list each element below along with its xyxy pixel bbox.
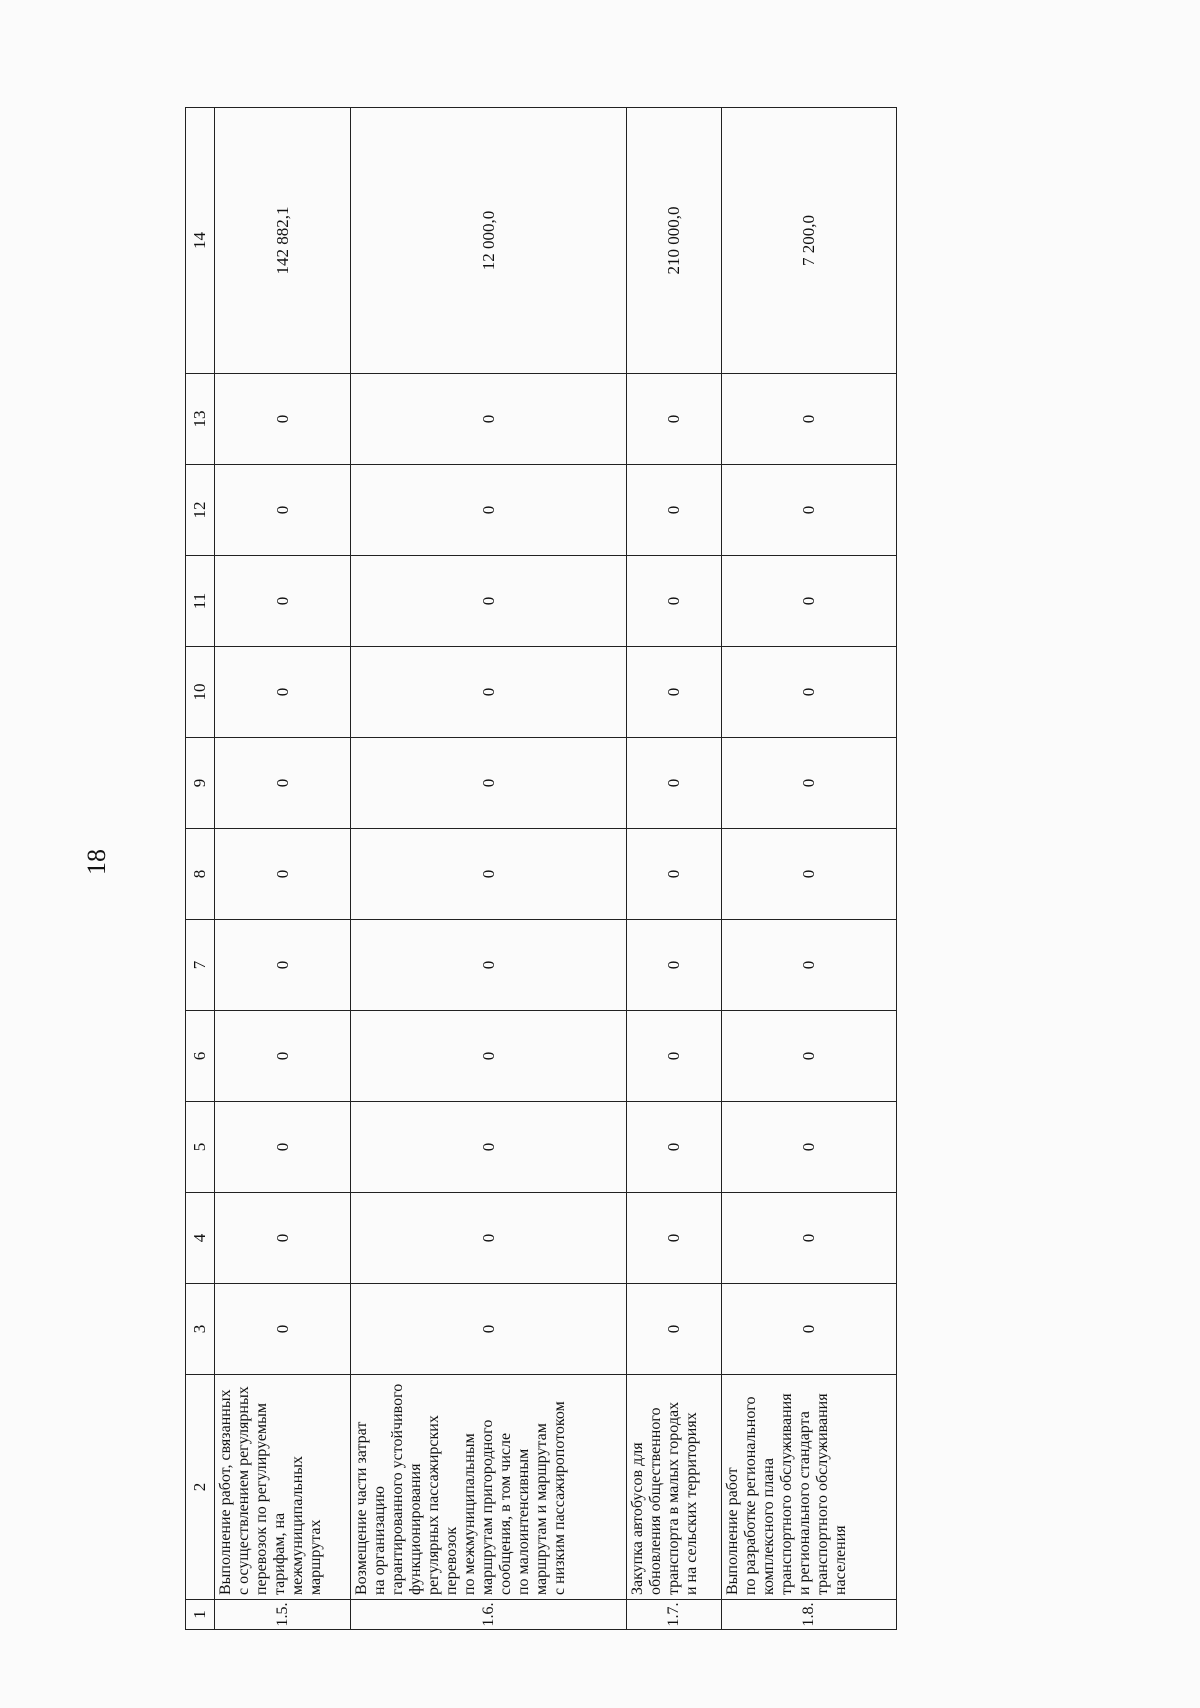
table-cell: 0 [627, 829, 722, 920]
row-number: 1.7. [627, 1600, 722, 1630]
row-name-line: населения [832, 1525, 849, 1595]
table-cell: 0 [215, 738, 351, 829]
table-cell: 0 [351, 1193, 627, 1284]
row-name-line: транспортного обслуживания [814, 1393, 831, 1595]
column-header: 1 [186, 1600, 215, 1630]
column-header: 10 [186, 647, 215, 738]
table-cell: 0 [627, 1193, 722, 1284]
table-cell: 0 [627, 1011, 722, 1102]
table-row [351, 108, 627, 1630]
table-cell: 0 [722, 1284, 897, 1375]
table-cell: 0 [215, 647, 351, 738]
table-cell: 0 [351, 1102, 627, 1193]
table-cell: 0 [627, 920, 722, 1011]
table-cell: 0 [351, 465, 627, 556]
row-name-line: Выполнение работ [724, 1467, 741, 1595]
table-cell: 0 [351, 920, 627, 1011]
column-header: 7 [186, 920, 215, 1011]
row-name-line: транспорта в малых городах [665, 1401, 682, 1595]
table-cell: 0 [351, 829, 627, 920]
row-name-line: транспортного обслуживания [778, 1393, 795, 1595]
table-cell: 0 [215, 1011, 351, 1102]
table-cell: 0 [351, 1011, 627, 1102]
table-cell: 0 [627, 374, 722, 465]
table-cell: 0 [351, 738, 627, 829]
row-name-line: с осуществлением регулярных [235, 1386, 252, 1595]
table-cell: 0 [215, 465, 351, 556]
table-cell: 0 [215, 1193, 351, 1284]
column-header: 14 [186, 108, 215, 374]
table-row [722, 108, 897, 1630]
column-header: 11 [186, 556, 215, 647]
table-cell: 0 [351, 1284, 627, 1375]
table-cell: 0 [627, 738, 722, 829]
total-cell: 142 882,1 [215, 108, 351, 374]
row-name-line: перевозок по регулируемым [253, 1403, 270, 1595]
table-cell: 0 [215, 829, 351, 920]
table-cell: 0 [722, 920, 897, 1011]
table-cell: 0 [627, 1284, 722, 1375]
row-number: 1.5. [215, 1600, 351, 1630]
row-name [722, 1375, 897, 1600]
table-cell: 0 [215, 920, 351, 1011]
row-name-line: тарифам, на [271, 1512, 288, 1595]
table-cell: 0 [215, 1284, 351, 1375]
column-header: 5 [186, 1102, 215, 1193]
row-number: 1.8. [722, 1600, 897, 1630]
column-header: 9 [186, 738, 215, 829]
row-name [215, 1375, 351, 1600]
table-cell: 0 [627, 556, 722, 647]
row-name-line: гарантированного устойчивого [389, 1383, 406, 1595]
total-cell: 12 000,0 [351, 108, 627, 374]
column-header: 4 [186, 1193, 215, 1284]
table-cell: 0 [627, 465, 722, 556]
row-name-line: и на сельских территориях [683, 1412, 700, 1595]
table-cell: 0 [722, 1102, 897, 1193]
table-cell: 0 [351, 556, 627, 647]
budget-table [185, 107, 897, 1630]
table-cell: 0 [627, 647, 722, 738]
row-name-line: и регионального стандарта [796, 1411, 813, 1595]
row-name-line: регулярных пассажирских [425, 1415, 442, 1595]
table-cell: 0 [351, 374, 627, 465]
row-name-line: межмуниципальных [289, 1455, 306, 1595]
row-name-line: маршрутам и маршрутам [533, 1423, 550, 1595]
row-name-line: маршрутах [307, 1519, 324, 1595]
table-cell: 0 [722, 556, 897, 647]
row-name-line: комплексного плана [760, 1458, 777, 1595]
table-container [185, 118, 895, 1630]
total-cell: 210 000,0 [627, 108, 722, 374]
column-header: 13 [186, 374, 215, 465]
row-name-line: по разработке регионального [742, 1396, 759, 1595]
table-cell: 0 [722, 647, 897, 738]
row-name [351, 1375, 627, 1600]
row-name-line: перевозок [443, 1526, 460, 1595]
row-name-line: Закупка автобусов для [629, 1442, 646, 1595]
row-name-line: на организацию [371, 1486, 388, 1595]
table-row [627, 108, 722, 1630]
row-name-line: Выполнение работ, связанных [217, 1389, 234, 1595]
row-name-line: обновления общественного [647, 1407, 664, 1595]
table-cell: 0 [215, 556, 351, 647]
table-cell: 0 [627, 1102, 722, 1193]
header-row [186, 108, 215, 1630]
row-name-line: с низким пассажиропотоком [551, 1401, 568, 1595]
column-header: 12 [186, 465, 215, 556]
page-number: 18 [82, 849, 111, 875]
table-cell: 0 [722, 1193, 897, 1284]
table-cell: 0 [722, 829, 897, 920]
total-cell: 7 200,0 [722, 108, 897, 374]
table-cell: 0 [722, 465, 897, 556]
row-name [627, 1375, 722, 1600]
column-header: 8 [186, 829, 215, 920]
table-cell: 0 [351, 647, 627, 738]
column-header: 6 [186, 1011, 215, 1102]
table-cell: 0 [722, 738, 897, 829]
column-header: 2 [186, 1375, 215, 1600]
column-header: 3 [186, 1284, 215, 1375]
table-cell: 0 [722, 1011, 897, 1102]
table-row [215, 108, 351, 1630]
row-name-line: маршрутам пригородного [479, 1419, 496, 1595]
row-name-line: Возмещение части затрат [353, 1421, 370, 1595]
table-cell: 0 [215, 374, 351, 465]
row-name-line: по межмуниципальным [461, 1433, 478, 1595]
row-number: 1.6. [351, 1600, 627, 1630]
row-name-line: сообщения, в том числе [497, 1432, 514, 1595]
table-cell: 0 [215, 1102, 351, 1193]
row-name-line: функционирования [407, 1463, 424, 1595]
row-name-line: по малоинтенсивным [515, 1448, 532, 1595]
table-cell: 0 [722, 374, 897, 465]
